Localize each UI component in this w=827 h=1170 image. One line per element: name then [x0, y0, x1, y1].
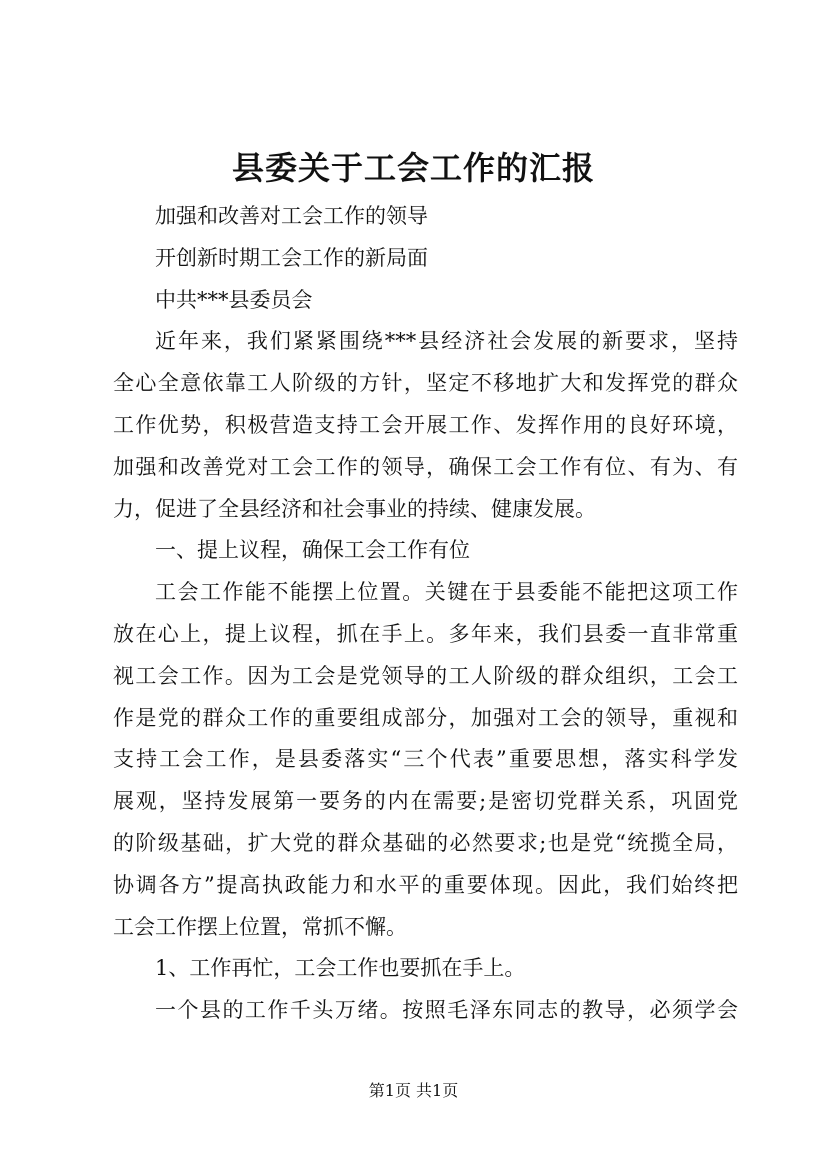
text-line: 近年来，我们紧紧围绕***县经济社会发展的新要求，坚持	[155, 329, 738, 354]
text-line: 作是党的群众工作的重要组成部分，加强对工会的领导，重视和	[113, 705, 738, 730]
text-line: 支持工会工作，是县委落实“三个代表”重要思想，落实科学发	[113, 747, 738, 772]
text-line: 力，促进了全县经济和社会事业的持续、健康发展。	[113, 496, 596, 521]
text-line: 工会工作摆上位置，常抓不懈。	[113, 914, 407, 939]
text-line: 展观，坚持发展第一要务的内在需要;是密切党群关系，巩固党	[113, 789, 738, 814]
document-body	[113, 196, 738, 1032]
text-line: 放在心上，提上议程，抓在手上。多年来，我们县委一直非常重	[113, 621, 738, 646]
text-line: 加强和改善党对工会工作的领导，确保工会工作有位、有为、有	[113, 454, 738, 479]
text-line: 一、提上议程，确保工会工作有位	[155, 538, 470, 563]
text-line: 的阶级基础，扩大党的群众基础的必然要求;也是党“统揽全局，	[113, 830, 738, 855]
text-line: 视工会工作。因为工会是党领导的工人阶级的群众组织，工会工	[113, 663, 738, 688]
text-line: 一个县的工作千头万绪。按照毛泽东同志的教导，必须学会	[155, 998, 738, 1023]
text-line: 开创新时期工会工作的新局面	[155, 245, 428, 270]
document-title: 县委关于工会工作的汇报	[231, 149, 595, 187]
text-line: 工作优势，积极营造支持工会开展工作、发挥作用的良好环境，	[113, 412, 738, 437]
text-line: 1、工作再忙，工会工作也要抓在手上。	[155, 956, 526, 981]
page-footer: 第1页 共1页	[368, 1081, 459, 1100]
text-line: 全心全意依靠工人阶级的方针，坚定不移地扩大和发挥党的群众	[113, 371, 738, 396]
text-line: 协调各方”提高执政能力和水平的重要体现。因此，我们始终把	[113, 872, 738, 897]
text-line: 加强和改善对工会工作的领导	[155, 204, 428, 228]
text-line: 中共***县委员会	[155, 287, 313, 312]
text-line: 工会工作能不能摆上位置。关键在于县委能不能把这项工作	[155, 580, 738, 605]
